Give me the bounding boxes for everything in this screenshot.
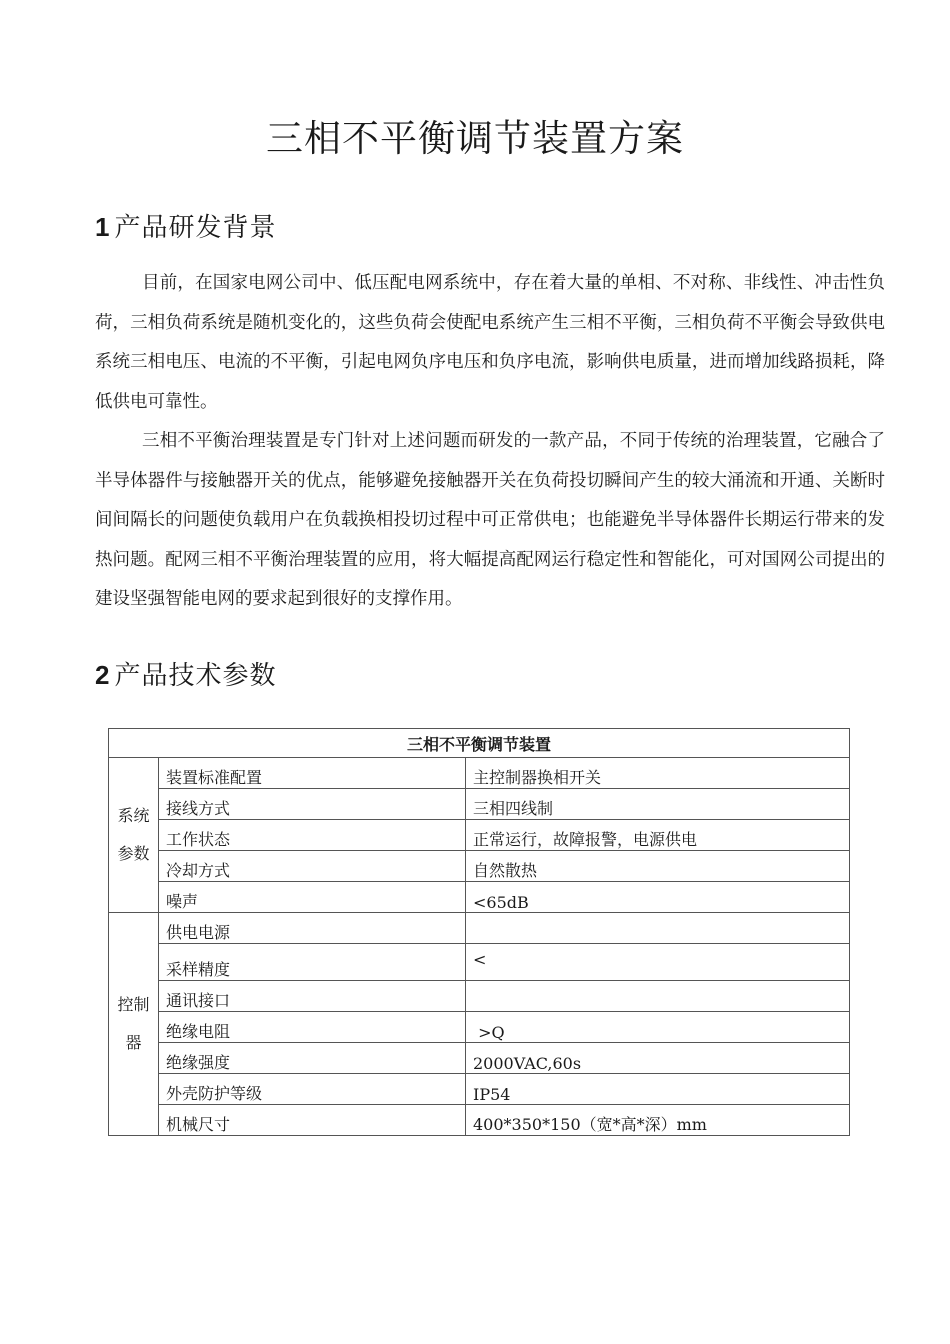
section-1-title: 产品研发背景 [114,213,277,243]
section-2-number: 2 [95,660,111,690]
row-value: 2000VAC,60s [466,1043,850,1074]
row-value [466,913,850,944]
table-row [109,1074,850,1105]
row-value: IP54 [466,1074,850,1105]
group-name-line: 参数 [117,844,150,863]
row-label: 绝缘强度 [159,1043,466,1074]
paragraph-1: 目前，在国家电网公司中、低压配电网系统中，存在着大量的单相、不对称、非线性、冲击性负荷，三相负荷系统是随机变化的，这些负荷会使配电系统产生三相不平衡，三相负荷不平衡会导致供电系统三相电压、电流的不平衡，引起电网负序电压和负序电流，影响供电质量，进而增加线路损耗，降低供电可靠性。 [95,273,885,412]
section-1-number: 1 [95,212,111,242]
table-row [109,913,850,944]
table-row [109,789,850,820]
spec-table [108,728,850,1136]
table-row [109,944,850,981]
section-2-heading [95,655,276,692]
table-row [109,851,850,882]
row-value: 正常运行，故障报警，电源供电 [466,820,850,851]
table-row [109,981,850,1012]
row-label: 采样精度 [159,944,466,981]
spec-table-header-row [109,729,850,758]
row-label: 供电电源 [159,913,466,944]
section-2-title: 产品技术参数 [114,661,277,691]
table-row [109,1043,850,1074]
row-label: 通讯接口 [159,981,466,1012]
table-row [109,882,850,913]
section-1-body [95,264,885,620]
row-label: 机械尺寸 [159,1105,466,1136]
row-label: 工作状态 [159,820,466,851]
row-value: 400*350*150（宽*高*深）mm [466,1105,850,1136]
row-value [466,981,850,1012]
row-label: 噪声 [159,882,466,913]
group-system-params [109,758,159,913]
group-name-line: 系统 [117,806,150,825]
group-name-line: 器 [125,1033,142,1052]
row-label: 冷却方式 [159,851,466,882]
row-value: 主控制器换相开关 [466,758,850,789]
group-name-line: 控制 [117,995,150,1014]
table-row [109,820,850,851]
row-value: 三相四线制 [466,789,850,820]
group-controller [109,913,159,1136]
row-label: 装置标准配置 [159,758,466,789]
row-label: 外壳防护等级 [159,1074,466,1105]
document-title: 三相不平衡调节装置方案 [266,117,684,160]
section-1-heading [95,207,276,244]
row-value: < [466,944,850,981]
spec-table-header: 三相不平衡调节装置 [109,729,850,758]
table-row [109,1105,850,1136]
table-row [109,758,850,789]
row-label: 接线方式 [159,789,466,820]
table-row [109,1012,850,1043]
row-label: 绝缘电阻 [159,1012,466,1043]
row-value: >Q [466,1012,850,1043]
row-value: 自然散热 [466,851,850,882]
row-value: <65dB [466,882,850,913]
paragraph-2: 三相不平衡治理装置是专门针对上述问题而研发的一款产品，不同于传统的治理装置，它融合了半导体器件与接触器开关的优点，能够避免接触器开关在负荷投切瞬间产生的较大涌流和开通、关断时间间隔长的问题使负载用户在负载换相投切过程中可正常供电；也能避免半导体器件长期运行带来的发热问题。配网三相不平衡治理装置的应用，将大幅提高配网运行稳定性和智能化，可对国网公司提出的建设坚强智能电网的要求起到很好的支撑作用。 [95,431,885,609]
